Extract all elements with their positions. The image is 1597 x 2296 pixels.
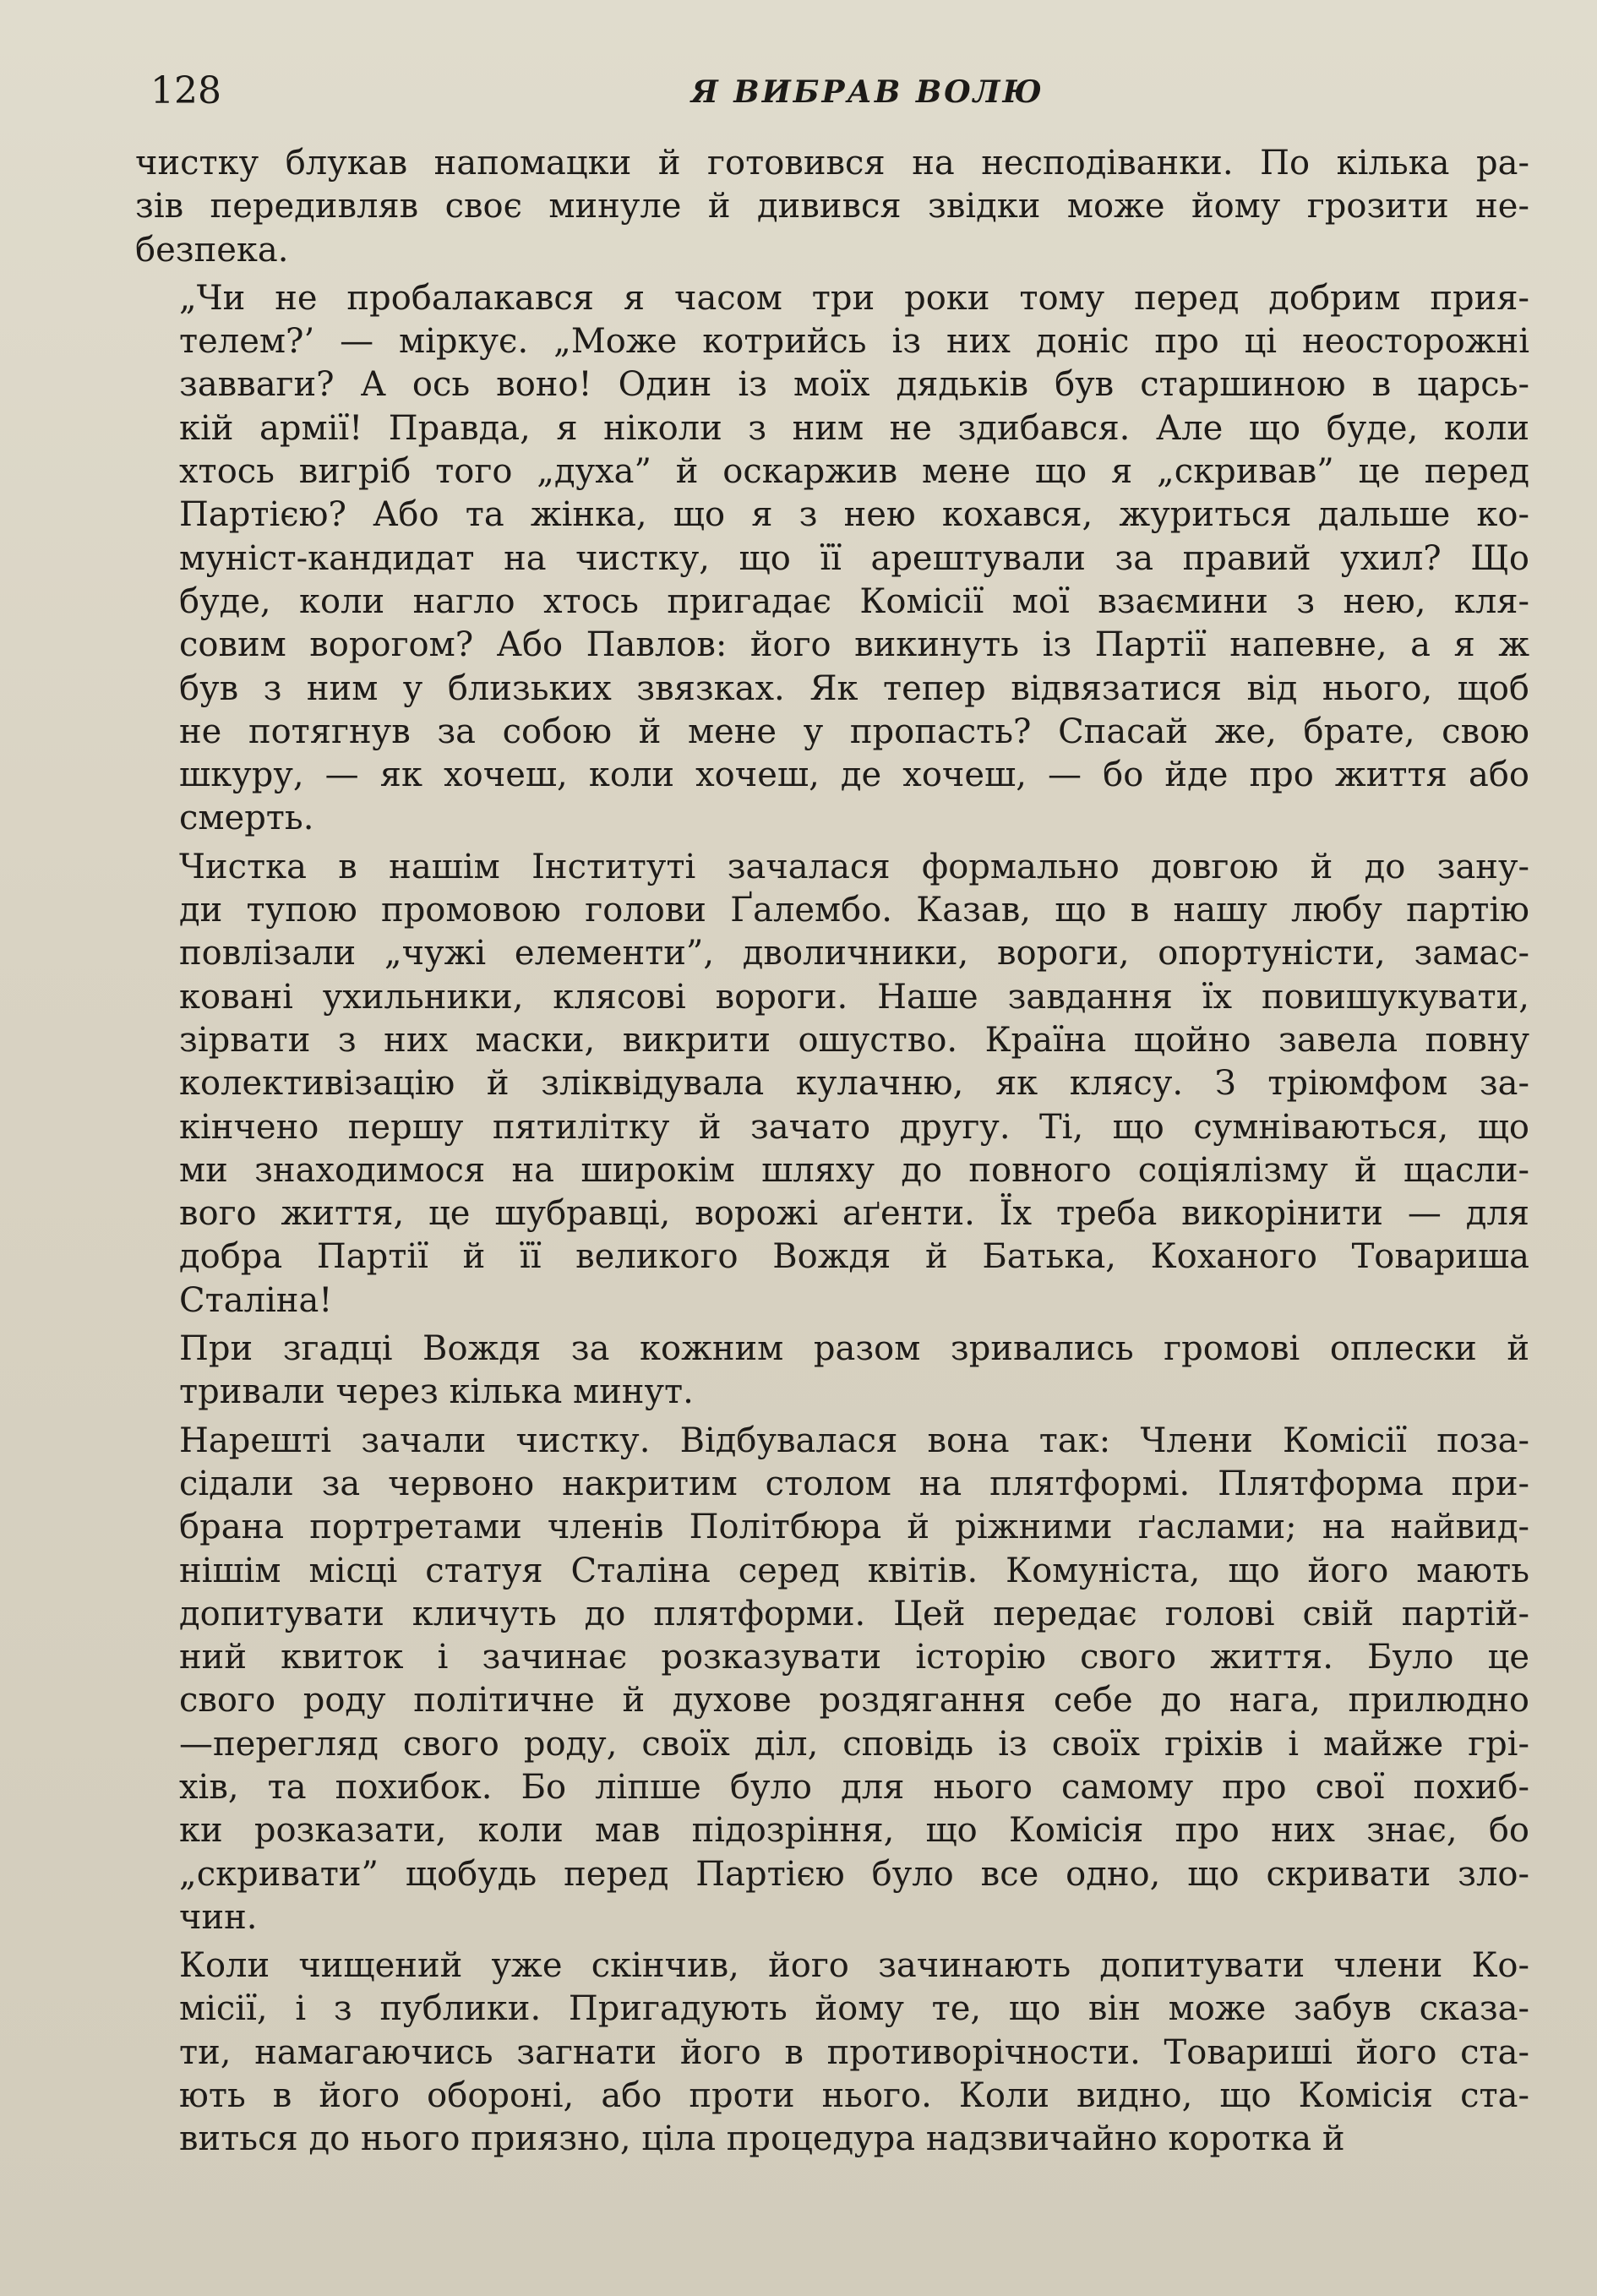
text-line: При згадці Вождя за кожним разом зривались громові оплески й: [179, 1329, 1529, 1369]
text-line: виться до нього приязно, ціла процедура надзвичайно коротка й: [179, 2119, 1345, 2159]
text-line: ють в його обороні, або проти нього. Коли видно, що Комісія ста-: [179, 2076, 1529, 2116]
text-line: буде, коли нагло хтось пригадає Комісії мої взаємини з нею, кля-: [179, 581, 1529, 621]
text-line: свого роду політичне й духове роздягання себе до нага, прилюдно: [179, 1681, 1529, 1721]
text-line: сідали за червоно накритим столом на плятформі. Плятформа при-: [179, 1464, 1529, 1503]
text-line: смерть.: [179, 799, 314, 838]
text-line: завваги? А ось воно! Один із моїх дядьків був старшиною в царсь-: [179, 365, 1529, 405]
text-line: вого життя, це шубравці, ворожі аґенти. Їх треба викорінити — для: [179, 1194, 1529, 1234]
body-text: [135, 142, 1529, 2167]
paragraph: [135, 1420, 1529, 1940]
text-line: чистку блукав напомацки й готовився на несподіванки. По кілька ра-: [135, 144, 1529, 183]
text-line: шкуру, — як хочеш, коли хочеш, де хочеш, — бо йде про життя або: [179, 755, 1529, 795]
text-line: Партією? Або та жінка, що я з нею кохався, журиться дальше ко-: [179, 495, 1529, 535]
text-line: ки розказати, коли мав підозріння, що Комісія про них знає, бо: [179, 1811, 1529, 1851]
text-line: муніст-кандидат на чистку, що її арештували за правий ухил? Що: [179, 538, 1529, 578]
text-line: Чистка в нашім Інституті зачалася формально довгою й до зану-: [179, 847, 1529, 886]
text-line: телем?’ — міркує. „Може котрийсь із них доніс про ці неосторожні: [179, 322, 1529, 362]
text-line: колективізацію й зліквідувала кулачню, як клясу. З тріюмфом за-: [179, 1064, 1529, 1104]
paragraph: [135, 846, 1529, 1323]
text-line: зірвати з них маски, викрити ошуство. Країна щойно завела повну: [179, 1020, 1529, 1060]
text-line: кій армії! Правда, я ніколи з ним не здибався. Але що буде, коли: [179, 408, 1529, 448]
text-line: ковані ухильники, клясові вороги. Наше завдання їх повишукувати,: [179, 977, 1529, 1017]
text-line: допитувати кличуть до плятформи. Цей передає голові свій партій-: [179, 1594, 1529, 1633]
text-line: Нарешті зачали чистку. Відбувалася вона так: Члени Комісії поза-: [179, 1421, 1529, 1460]
text-line: ми знаходимося на широкім шляху до повного соціялізму й щасли-: [179, 1150, 1529, 1190]
text-line: чин.: [179, 1897, 258, 1937]
text-line: нішім місці статуя Сталіна серед квітів. Комуніста, що його мають: [179, 1551, 1529, 1590]
page-header: [150, 69, 1536, 120]
paragraph: [135, 1944, 1529, 2161]
paragraph: [135, 142, 1529, 272]
text-line: хтось вигріб того „духа” й оскаржив мене що я „скривав” це перед: [179, 452, 1529, 492]
text-line: зів передивляв своє минуле й дивився звідки може йому грозити не-: [135, 187, 1529, 226]
text-line: ди тупою промовою голови Ґалембо. Казав, що в нашу любу партію: [179, 891, 1529, 930]
text-line: повлізали „чужі елементи”, дволичники, вороги, опортуністи, замас-: [179, 934, 1529, 973]
text-line: кінчено першу пятилітку й зачато другу. Ті, що сумніваються, що: [179, 1107, 1529, 1147]
text-line: „Чи не пробалакався я часом три роки тому перед добрим прия-: [179, 278, 1529, 318]
text-line: місії, і з публики. Пригадують йому те, що він може забув сказа-: [179, 1989, 1529, 2029]
text-line: совим ворогом? Або Павлов: його викинуть із Партії напевне, а я ж: [179, 625, 1529, 665]
text-line: хів, та похибок. Бо ліпше було для нього самому про свої похиб-: [179, 1767, 1529, 1807]
page-number: 128: [150, 69, 221, 112]
running-title: Я ВИБРАВ ВОЛЮ: [691, 74, 1044, 110]
text-line: Коли чищений уже скінчив, його зачинають допитувати члени Ко-: [179, 1946, 1529, 1986]
paragraph: [135, 277, 1529, 841]
text-line: Сталіна!: [179, 1280, 333, 1320]
text-line: був з ним у близьких звязках. Як тепер відвязатися від нього, щоб: [179, 668, 1529, 708]
text-line: не потягнув за собою й мене у пропасть? Спасай же, брате, свою: [179, 712, 1529, 751]
text-line: „скривати” щобудь перед Партією було все одно, що скривати зло-: [179, 1854, 1529, 1894]
text-line: безпека.: [135, 230, 289, 270]
text-line: ти, намагаючись загнати його в противорічности. Товариші його ста-: [179, 2032, 1529, 2072]
text-line: добра Партії й її великого Вождя й Батька, Коханого Товариша: [179, 1237, 1529, 1277]
text-line: тривали через кілька минут.: [179, 1372, 694, 1412]
text-line: ний квиток і зачинає розказувати історію свого життя. Було це: [179, 1638, 1529, 1677]
text-line: брана портретами членів Політбюра й ріжними ґаслами; на найвид-: [179, 1508, 1529, 1547]
text-line: —перегляд свого роду, своїх діл, сповідь із своїх гріхів і майже грі-: [179, 1724, 1529, 1764]
paragraph: [135, 1328, 1529, 1415]
